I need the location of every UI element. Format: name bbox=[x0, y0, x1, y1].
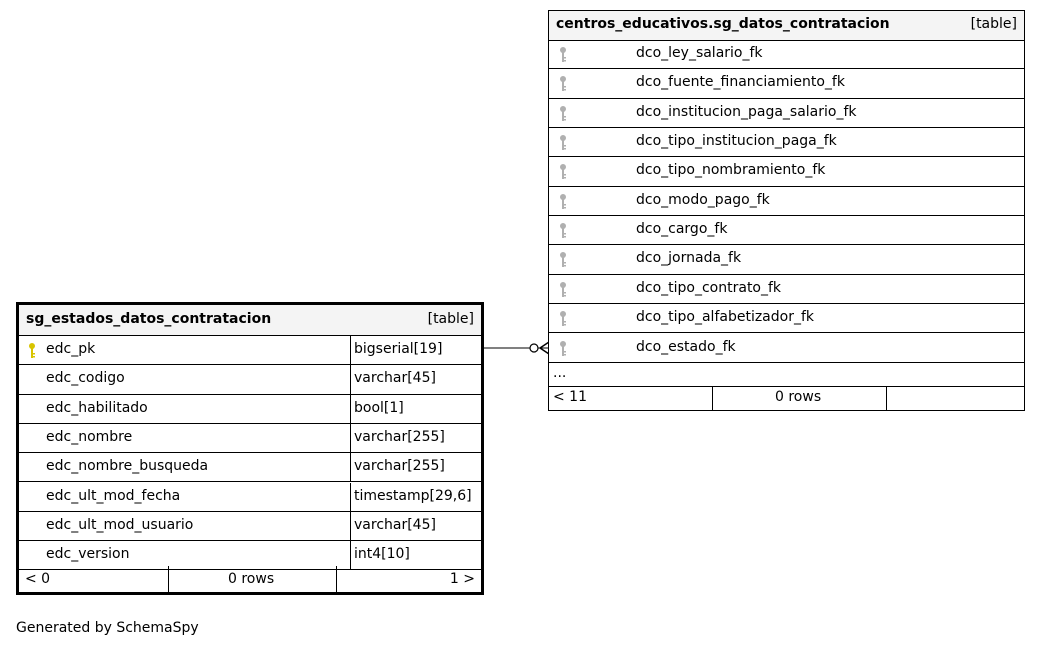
column-row[interactable] bbox=[549, 157, 1024, 186]
column-name: dco_ley_salario_fk bbox=[636, 45, 763, 61]
foreign-key-icon bbox=[559, 340, 567, 358]
table-header bbox=[549, 11, 1024, 41]
footer-parents-count[interactable]: 1 > bbox=[449, 571, 475, 587]
primary-key-icon bbox=[28, 342, 36, 360]
column-row[interactable] bbox=[19, 483, 481, 512]
column-row[interactable] bbox=[19, 395, 481, 424]
column-name: edc_ult_mod_fecha bbox=[46, 487, 181, 504]
column-row[interactable] bbox=[549, 40, 1024, 69]
column-name: edc_habilitado bbox=[46, 399, 148, 416]
column-row[interactable] bbox=[549, 334, 1024, 363]
column-name: dco_jornada_fk bbox=[636, 250, 742, 267]
column-row[interactable] bbox=[19, 512, 481, 541]
more-columns-row bbox=[549, 363, 1024, 387]
column-row[interactable] bbox=[549, 245, 1024, 274]
table-kind: [table] bbox=[427, 311, 474, 327]
footer-children-count[interactable]: < 0 bbox=[25, 571, 51, 587]
column-row[interactable] bbox=[19, 424, 481, 453]
column-type: bigserial[19] bbox=[354, 341, 443, 357]
table-name: centros_educativos.sg_datos_contratacion bbox=[556, 16, 890, 32]
column-name: dco_institucion_paga_salario_fk bbox=[636, 103, 857, 120]
table-name: sg_estados_datos_contratacion bbox=[26, 311, 272, 327]
column-row[interactable] bbox=[549, 128, 1024, 157]
column-name: edc_nombre bbox=[46, 428, 133, 445]
column-row[interactable] bbox=[549, 99, 1024, 128]
table-footer bbox=[549, 387, 1024, 410]
column-type: bool[1] bbox=[354, 399, 404, 416]
foreign-key-icon bbox=[559, 222, 567, 240]
foreign-key-icon bbox=[559, 251, 567, 269]
column-row[interactable] bbox=[19, 453, 481, 482]
column-name: edc_version bbox=[46, 546, 130, 563]
column-name: dco_cargo_fk bbox=[636, 221, 728, 238]
foreign-key-icon bbox=[559, 46, 567, 64]
column-name: edc_nombre_busqueda bbox=[46, 458, 209, 475]
more-columns-ellipsis: ... bbox=[553, 365, 567, 381]
table-datos-contratacion[interactable] bbox=[548, 10, 1025, 411]
column-row[interactable] bbox=[549, 275, 1024, 304]
generated-by-note: Generated by SchemaSpy bbox=[16, 620, 199, 636]
table-estados-datos-contratacion[interactable] bbox=[16, 302, 484, 595]
footer-row-count: 0 rows bbox=[775, 389, 822, 405]
column-name: dco_fuente_financiamiento_fk bbox=[636, 74, 845, 91]
column-name: dco_tipo_nombramiento_fk bbox=[636, 162, 826, 179]
foreign-key-icon bbox=[559, 134, 567, 152]
column-row[interactable] bbox=[19, 336, 481, 365]
column-type: timestamp[29,6] bbox=[354, 487, 472, 504]
table-header bbox=[19, 305, 481, 336]
foreign-key-icon bbox=[559, 105, 567, 123]
foreign-key-icon bbox=[559, 310, 567, 328]
table-footer bbox=[19, 566, 481, 592]
column-name: dco_modo_pago_fk bbox=[636, 191, 770, 208]
foreign-key-icon bbox=[559, 193, 567, 211]
column-name: dco_estado_fk bbox=[636, 338, 736, 355]
footer-children-count[interactable]: < 11 bbox=[553, 389, 587, 405]
column-row[interactable] bbox=[549, 69, 1024, 98]
column-row[interactable] bbox=[19, 365, 481, 394]
column-row[interactable] bbox=[549, 216, 1024, 245]
column-name: dco_tipo_contrato_fk bbox=[636, 279, 782, 296]
column-name: edc_ult_mod_usuario bbox=[46, 516, 194, 533]
column-row[interactable] bbox=[549, 187, 1024, 216]
foreign-key-icon bbox=[559, 75, 567, 93]
column-type: varchar[45] bbox=[354, 370, 436, 387]
column-type: int4[10] bbox=[354, 546, 410, 563]
column-name: edc_pk bbox=[46, 341, 96, 357]
column-name: dco_tipo_institucion_paga_fk bbox=[636, 133, 837, 150]
column-type: varchar[255] bbox=[354, 458, 445, 475]
column-name: dco_tipo_alfabetizador_fk bbox=[636, 309, 815, 326]
foreign-key-icon bbox=[559, 163, 567, 181]
footer-row-count: 0 rows bbox=[228, 571, 275, 587]
column-row[interactable] bbox=[549, 304, 1024, 333]
table-kind: [table] bbox=[970, 16, 1017, 32]
column-type: varchar[255] bbox=[354, 428, 445, 445]
column-name: edc_codigo bbox=[46, 370, 125, 387]
column-type: varchar[45] bbox=[354, 516, 436, 533]
foreign-key-icon bbox=[559, 281, 567, 299]
